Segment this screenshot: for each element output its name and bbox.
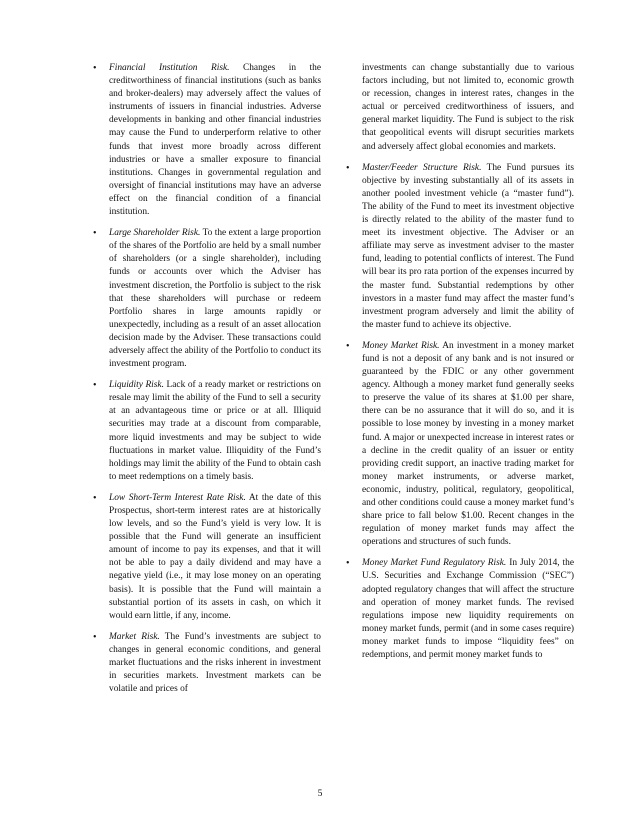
right-column (350, 62, 574, 670)
risk-title: Large Shareholder Risk. (109, 228, 201, 239)
risk-item-liquidity (97, 379, 321, 484)
risk-title: Money Market Risk. (362, 340, 440, 351)
risk-body: To the extent a large proportion of the shares of the Portfolio are held by a small number of shareholders (or a single shareholder), including funds or accounts over which the Adviser has investment discretion, the Portfolio is subject to the risk that these shareholders will purchase or redeem Portfolio shares in large amounts rapidly or unexpectedly, including as a result of an asset allocation decision made by the Adviser. These transactions could adversely affect the ability of the Portfolio to conduct its investment program. (109, 228, 322, 370)
risk-item-money-market (350, 340, 574, 550)
left-column (97, 62, 321, 704)
risk-title: Liquidity Risk. (109, 380, 164, 391)
risk-body: In July 2014, the U.S. Securities and Exchange Commission (“SEC”) adopted regulatory changes that will affect the structure and operation of money market funds. The revised regulations impose new liquidity requirements on money market funds, permit (and in some cases require) money market funds to impose “liquidity fees” on redemptions, and permit money market funds to (362, 558, 574, 661)
risk-body: Lack of a ready market or restrictions on resale may limit the ability of the Fund to sell a security at an advantageous time or price or at all. Illiquid securities may trade at a discount from comparable, more liquid investments and may be subject to wide fluctuations in market value. Illiquidity of the Fund’s holdings may limit the ability of the Fund to obtain cash to meet redemptions on a timely basis. (109, 380, 321, 482)
risk-item-low-short-term-rate (97, 492, 321, 623)
risk-item-money-market-regulatory (350, 557, 574, 662)
risk-item-market-continued: investments can change substantially due to various factors including, but not limited to, economic growth or recession, changes in interest rates, changes in the actual or perceived creditworthiness of issuers, and general market liquidity. The Fund is subject to the risk that geopolitical events will disrupt securities markets and adversely affect global economies and markets. (362, 63, 574, 152)
risk-body: At the date of this Prospectus, short-term interest rates are at historically low levels, and so the Fund’s yield is very low. It is possible that the Fund will generate an insufficient amount of income to pay its expenses, and that it will not be able to pay a daily dividend and may have a negative yield (i.e., it may lose money on an operating basis). It is possible that the Fund will maintain a substantial portion of its assets in cash, on which it would earn little, if any, income. (109, 492, 321, 621)
risk-title: Money Market Fund Regulatory Risk. (362, 558, 507, 569)
risk-body: An investment in a money market fund is not a deposit of any bank and is not insured or guaranteed by the FDIC or any other government agency. Although a money market fund generally seeks to preserve the value of its shares at $1.00 per share, there can be no assurance that it will do so, and it is possible to lose money by investing in a money market fund. A major or unexpected increase in interest rates or a decline in the credit quality of an issuer or entity providing credit support, an inactive trading market for money market instruments, or adverse market, economic, industry, political, regulatory, geopolitical, and other conditions could cause a money market fund’s share price to fall below $1.00. Recent changes in the regulation of money market funds may affect the operations and structures of such funds. (362, 340, 574, 548)
risk-body: Changes in the creditworthiness of financial institutions (such as banks and broker-dealers) may adversely affect the values of instruments of issuers in financial industries. Adverse developments in banking and other financial industries may cause the Fund to underperform relative to other funds that invest more broadly across different industries or have a smaller exposure to financial institutions. Changes in governmental regulation and oversight of financial institutions may have an adverse effect on the financial condition of a financial institution. (109, 63, 321, 218)
page-number: 5 (317, 788, 323, 799)
risk-body: The Fund’s investments are subject to changes in general economic conditions, and general market fluctuations and the risks inherent in investment in securities markets. Investment markets can be volatile and prices of (109, 631, 321, 695)
risk-item-master-feeder (350, 162, 574, 332)
risk-title: Market Risk. (109, 631, 160, 642)
risk-body: The Fund pursues its objective by investing substantially all of its assets in another pooled investment vehicle (a “master fund”). The ability of the Fund to meet its investment objective is directly related to the ability of the master fund to meet its investment objective. The Adviser or an affiliate may serve as investment adviser to the master fund, leading to potential conflicts of interest. The Fund will bear its pro rata portion of the expenses incurred by the master fund. Substantial redemptions by other investors in a master fund may affect the master fund’s investment program adversely and limit the ability of the master fund to achieve its objective. (362, 162, 574, 330)
risk-title: Master/Feeder Structure Risk. (362, 162, 482, 173)
risk-item-large-shareholder (97, 227, 321, 371)
risk-item-market (97, 631, 321, 696)
risk-item-financial-institution (97, 62, 321, 219)
risk-title: Low Short-Term Interest Rate Risk. (109, 492, 246, 503)
risk-title: Financial Institution Risk. (109, 63, 230, 73)
